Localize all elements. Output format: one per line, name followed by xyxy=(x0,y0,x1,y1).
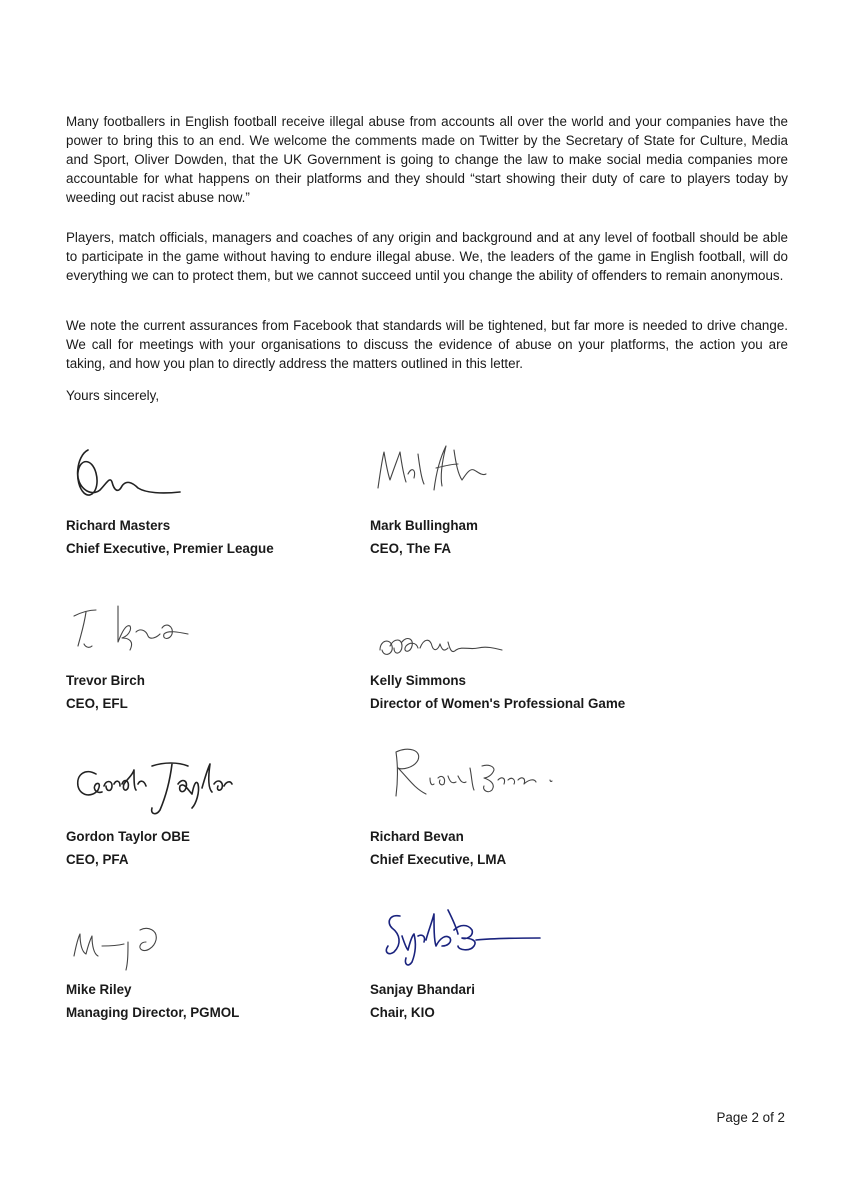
signatory-title: CEO, EFL xyxy=(66,696,128,711)
signatory-name: Mark Bullingham xyxy=(370,518,478,533)
signatory-name: Mike Riley xyxy=(66,982,132,997)
signatory-name: Gordon Taylor OBE xyxy=(66,829,190,844)
signatory-title: Chief Executive, LMA xyxy=(370,852,507,867)
signatory-title: Chair, KIO xyxy=(370,1005,435,1020)
signature-mike-riley xyxy=(66,912,186,977)
signatory-title: Managing Director, PGMOL xyxy=(66,1005,240,1020)
signatory-title: Director of Women's Professional Game xyxy=(370,696,626,711)
signature-kelly-simmons xyxy=(374,620,514,675)
signature-richard-bevan xyxy=(378,738,578,813)
body-paragraph-2: Players, match officials, managers and coaches of any origin and background and at any level of football should be able to participate in the game without having to endure illegal abuse. We, the leaders of the game in English football, will do everything we can to protect them, but we cannot succeed until you change the ability of offenders to remain anonymous. xyxy=(66,230,788,283)
closing-salutation: Yours sincerely, xyxy=(66,388,160,403)
body-paragraph-1: Many footballers in English football receive illegal abuse from accounts all over the world and your companies have the power to bring this to an end. We welcome the comments made on Twitter by the Secretary of State for Culture, Media and Sport, Oliver Dowden, that the UK Government is going to change the law to make social media companies more accountable for what happens on their platforms and they should “start showing their duty of care to players today by weeding out racist abuse now.” xyxy=(66,114,788,205)
signatory-name: Richard Bevan xyxy=(370,829,464,844)
signature-gordon-taylor xyxy=(66,744,246,829)
signatory-title: Chief Executive, Premier League xyxy=(66,541,274,556)
signature-sanjay-bhandari xyxy=(378,900,548,975)
signatory-title: CEO, PFA xyxy=(66,852,129,867)
page-number: Page 2 of 2 xyxy=(716,1110,785,1125)
signatory-name: Kelly Simmons xyxy=(370,673,466,688)
signature-richard-masters xyxy=(66,438,186,513)
signature-mark-bullingham xyxy=(370,430,500,515)
signatory-name: Richard Masters xyxy=(66,518,171,533)
signatory-name: Trevor Birch xyxy=(66,673,145,688)
signatory-name: Sanjay Bhandari xyxy=(370,982,475,997)
body-paragraph-3: We note the current assurances from Facebook that standards will be tightened, but far more is needed to drive change. We call for meetings with your organisations to discuss the evidence of abuse on your platforms, the action you are taking, and how you plan to directly address the matters outlined in this letter. xyxy=(66,318,788,371)
signature-trevor-birch xyxy=(66,592,206,667)
signatory-title: CEO, The FA xyxy=(370,541,452,556)
